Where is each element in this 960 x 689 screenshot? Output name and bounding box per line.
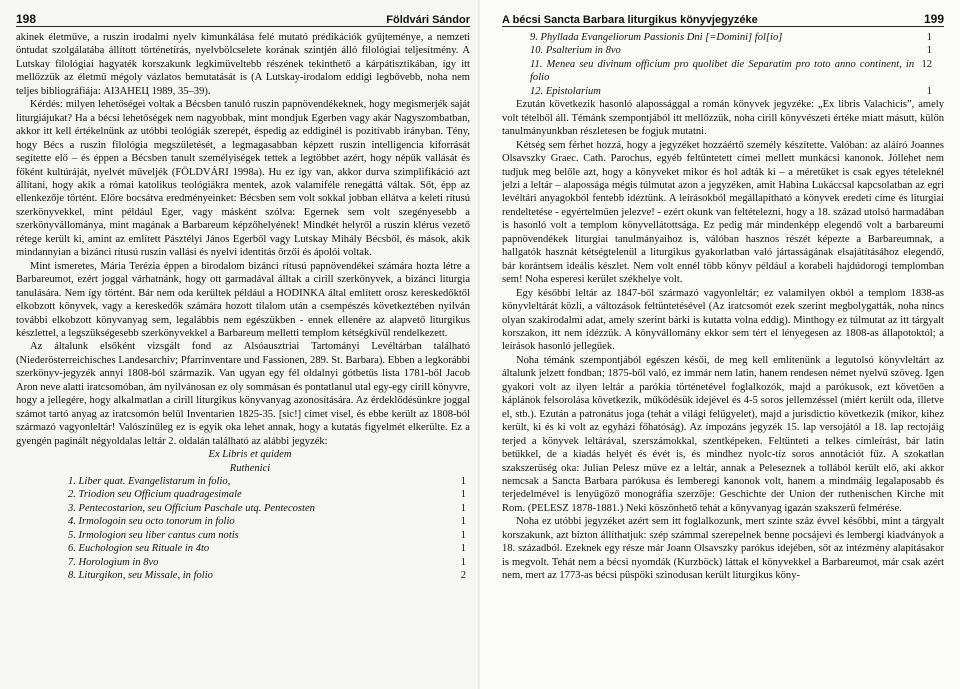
list-item-label: 6. Euchologion seu Rituale in 4to	[68, 543, 210, 555]
list-item-label: 8. Liturgikon, seu Missale, in folio	[68, 570, 213, 582]
right-running-head	[502, 0, 944, 27]
list-item-count: 1	[926, 45, 932, 57]
list-subtitle: Ruthenici	[229, 462, 271, 474]
book-list-left	[16, 475, 470, 583]
left-body-text	[16, 31, 470, 583]
list-item-count: 1	[926, 32, 932, 43]
list-item-count: 1	[460, 489, 466, 501]
list-title: Ex Libris et quidem	[208, 449, 292, 461]
list-item-count: 1	[460, 556, 466, 568]
list-item-label: 9. Phyllada Evangeliorum Passionis Dni [=Domini] fol[io]	[530, 32, 783, 43]
list-item-count: 1	[460, 516, 466, 528]
list-item-label: 2. Triodion seu Officium quadragesimale	[68, 489, 242, 501]
list-item	[16, 515, 470, 528]
paragraph: Ezután következik hasonló alapossággal a román könyvek jegyzéke: „Ex libris Valachicis”, amely volt tételből áll. Témánk szempontjából itt mellőzzük, noha cirill könyvészeti értéke miatt másutt, külön tanulmányunkban részletesen be fogjuk mutatni.	[502, 99, 944, 138]
list-item	[502, 44, 944, 57]
paragraph: Az általunk elsőként vizsgált fond az Alsóausztriai Tartományi Levéltárban található (Niederösterreichisches Landesarchiv; Pfarrinventare und Fassionen, 289. St. Barbara). Ebben a legkorábbi szerkönyv-jegyzék annyi 1808-ból származik. Van ugyan egy fél oldalnyi gótbetűs lista 1781-ből Jacob Aron neve alatti iratcsomóban, ám nyilvánosan ez oly sommásan és pontatlanul utal egy-egy cirill könyvre, hogy a jellegére, hogy alkalmatlan a cirill liturgikus könyvanyag azonosítására. Az érdeklődésünkre joggal számot tartó anyag az iratcsomón belül Inventarien 1825-35. [sic!] címet visel, és ebbe került az 1808-ból származó vagyonleltár! Valószínűleg ez is egyik oka lehet annak, hogy a kutatás figyelmét elkerülte. Ez a gyengén paginált négyoldalas leltár 2. oldalán található az alábbi jegyzék:	[16, 341, 470, 447]
list-item	[502, 85, 944, 98]
list-item	[502, 31, 944, 44]
paragraph: Kétség sem férhet hozzá, hogy a jegyzéket hozzáértő személy készítette. Valóban: az aláíró Joannes Olsavszky Graec. Cath. Parochus, egyéb feltüntetett címei mellett munkácsi kanonok. Jóllehet nem tudjuk meg belőle azt, hogy a könyveket mikor és hol adták ki – a méretüket is csak egyes tételeknél jelzi a leltár – alapossága mégis túlmutat azon a jegyzéken, amit Habina Lukáccsal kapcsolatban az egri levéltári anyagokból fentebb idéztünk. A leírásokból megállapítható a könyvek eredeti címe és liturgiai rendeltetése - egyértelműen jelezve! - ezért okunk van feltételezni, hogy a 18. század utolsó harmadában is hasonló volt a templom könyvellátottsága. Ez pedig már mindenképp elegendő volt a barbareumi papnövendékek liturgiai tanulmányaihoz is, válóban hasznos részét képezte a Barbareumnak, a hallgatók hasznát kétségtelenül a liturgikus gyakorlatban való jártasságának elsajátításához elegendő, bár korántsem ideális készlet. Nem volt ennél több könyv például a korabeli hajdúdorogi templomban sem! Noha esperesi kerület székhelye volt.	[502, 139, 944, 286]
paragraph: Noha témánk szempontjából egészen késői, de meg kell említenünk a legutolsó könyvleltárt az általunk jelzett fondban; 1875-ből való, ez immár nem latin, hanem rendesen német nyelvű szöveg. Igen gyakori volt az ilyen leltár a parókia történetével foglalkozók, majd a parókusok, ezt követően a káplánok felsorolása következik, működésük idejével és 4-5 soros jellemzéssel (miért került oda, illetve el, stb.). Ezután a patronátus joga (tehát a világi felügyelet), majd a jurisdictio következik (mikor, kihez került, ki és ki volt az egyházi főhatóság). Az ímpozáns jegyzék 15. lap versojától a 18. lap rectojáig terjed a könyvek leltárával, szerszámokkal, szentképeken. Feltünteti a telkes címleírást, bár latin betűkkel, de a kiadás helyét és évét is, és mindhez nyolc-tíz soros annotációt fűz. A szokatlan szakszerűség oka: Julian Pelesz műve ez a leltár, annak a Peleseznek a tollából került elő, aki akkor nemcsak a Sancta Barbara parókusa és lemberegi kanonok volt, hanem a mindmáig legalaposabb és terjedelmével is lenyűgöző monográfia szerzője: Geschichte der Union der ruthenischen Kirche mit Rom. (PELESZ 1878-1881.) Neki köszönhető tehát a könyvanyag igazán szakszerű felmérése.	[502, 354, 944, 514]
book-list-right	[502, 31, 944, 98]
list-item-label: 12. Epistolarium	[530, 85, 601, 97]
paragraph: Kérdés: milyen lehetőségei voltak a Bécsben tanuló ruszin papnövendékeknek, hogy megismerjék saját liturgiájukat? Ha a bécsi lehetőségek nem nagyobbak, mint mondjuk Egerben vagy akár Nagyszombatban, akkor itt kell értékelnünk az utóbbi teológiák szerepét, éspedig az eddiginél is pozitívabb irányban. Tény, hogy Bécs a ruszin filológia megszületését, a legmagasabban képzett ruszin intelligencia kiforrását segítette elő – és éppen a Bécsben tanult személyiségek tettek a legtöbbet azért, hogy népük vallását és főként kultúráját, nyelvét műveljék (FÖLDVÁRI 1998a). Hu ez így van, akkor durva szimplifikáció azt állítani, hogy akik a római katolikus teológiákra mentek, azok valamiféle renegáttá váltak. Sőt, épp az ellenkezője történt. Előre bocsátva eredményeinket: Bécsben sem volt sokkal jobban ellátva a keleti rítusú szerkönyvekkel, mint például Eger, vagy másként szólva: Egernek sem volt szegényesebb a szerkönyvállománya, mint magának a Barbareum képzőhelyének! Mindkét helyről a ruszin klérus vezető rétege került ki, amint az említett Pásztélyi János Egerből vagy Lutskay Mihály Bécsből, és mások, akik mindannyian a bizánci rítusú ruszin vallási és nyelvi identitás őrzői és ápolói voltak.	[16, 99, 470, 259]
paragraph: Mint ismeretes, Mária Terézia éppen a birodalom bizánci rítusú papnövendékei számára hozta létre a Barbareumot, ezért joggal várhatnánk, hogy ott garmadával álltak a cirill szerkönyvek, a bizánci liturgia tanulására. Nem így történt. Bár nem oda kerültek például a HODINKA által említett orosz kereskedőktől elkobzott könyvek, vagy a kereskedők számára hozott tilalom után a csempészés következtében nyilván további elkobzott könyvanyag sem, legalábbis nem egészükben - ennek ellenére az alapvető liturgikus készlettel, a legszükségesebb szerkönyvekkel a Barbareum melletti templom kétségkívül rendelkezett.	[16, 260, 470, 339]
list-item-count: 1	[460, 475, 466, 487]
list-item-count: 1	[460, 502, 466, 514]
list-item	[502, 58, 944, 85]
paragraph: Egy későbbi leltár az 1847-ből származó vagyonleltár; ez valamilyen okból a templom 1838-as könyvleltárát közli, a változások feltüntetésével (Az iratcsomót ezek szerint megbolygatták, noha nincs olyan szakirodalmi adat, amely szerint bárki is kutatta volna eddig). Minthogy ez túlmutat az itt tárgyalt korszakon, itt nem idézzük. A könyvállomány ekkor sem tért el lényegesen az 1808-as állapotoktól; a leírások hasonló jellegűek.	[502, 287, 944, 353]
left-page-number: 198	[16, 12, 37, 26]
left-running-title: Földvári Sándor	[386, 14, 470, 26]
right-page	[480, 0, 960, 689]
list-item-label: 5. Irmologion seu liber cantus cum notis	[68, 529, 239, 541]
list-item-label: 7. Horologium in 8vo	[68, 556, 159, 568]
list-item-label: 11. Menea seu divinum officium pro quolibet die Separatim pro toto anno continent, in folio	[530, 58, 915, 84]
list-item-label: 1. Liber quat. Evangelistarum in folio,	[68, 475, 231, 487]
list-item	[16, 556, 470, 569]
paragraph: Noha ez utóbbi jegyzéket azért sem itt foglalkozunk, mert szinte száz évvel későbbi, mint a tárgyalt korszakunk, azt bízton állíthatjuk: szép számmal szerepelnek benne pocsájevi és lembergi kiadványok a 18. századból. Ezeknek egy része már Joann Olsavszky parókus idejében, sőt az intézmény alapításakor is megvolt. Tehát nem a bécsi nyomdák (Kurzböck) láttak el könyvekkel a Barbareumot, már csak azért nem, mert az 1773-as bécsi püspöki szinodusan került liturgikus köny-	[502, 516, 944, 582]
left-running-head	[16, 0, 470, 27]
list-item-count: 2	[460, 570, 466, 582]
list-item	[16, 475, 470, 488]
list-item-count: 12	[921, 58, 932, 70]
list-item	[16, 569, 470, 582]
list-item-label: 4. Irmologoin seu octo tonorum in folio	[68, 516, 235, 528]
list-item-count: 1	[926, 85, 932, 97]
list-item-count: 1	[460, 529, 466, 541]
list-item-label: 10. Psalterium in 8vo	[530, 45, 621, 57]
paragraph: akinek életműve, a ruszin irodalmi nyelv kimunkálása felé mutató prédikációk gyűjteménye, a nemzeti öntudat szolgálatába állított történetírás, nyelvbölcselete korának szintjén álló filológiai teljesítmény. A Lutskay filológiai hagyaték korszakunk legkimüveltebb részének tekinthető a kárpátisztikában, így itt mellőzzük az életmű mégoly vázlatos bemutatását is (A Lutskay-irodalom eddigi legbővebb, noha nem teljes bibliográfiája: АIЗАНЕЦ 1989, 35–39).	[16, 32, 470, 97]
list-item	[16, 488, 470, 501]
right-running-title: A bécsi Sancta Barbara liturgikus könyvjegyzéke	[502, 14, 758, 26]
list-item-count: 1	[460, 543, 466, 555]
list-item	[16, 542, 470, 555]
list-item-label: 3. Pentecostarion, seu Officium Paschale utq. Pentecosten	[68, 502, 315, 514]
list-item	[16, 529, 470, 542]
right-page-number: 199	[923, 12, 944, 26]
list-item	[16, 502, 470, 515]
right-body-text	[502, 31, 944, 583]
